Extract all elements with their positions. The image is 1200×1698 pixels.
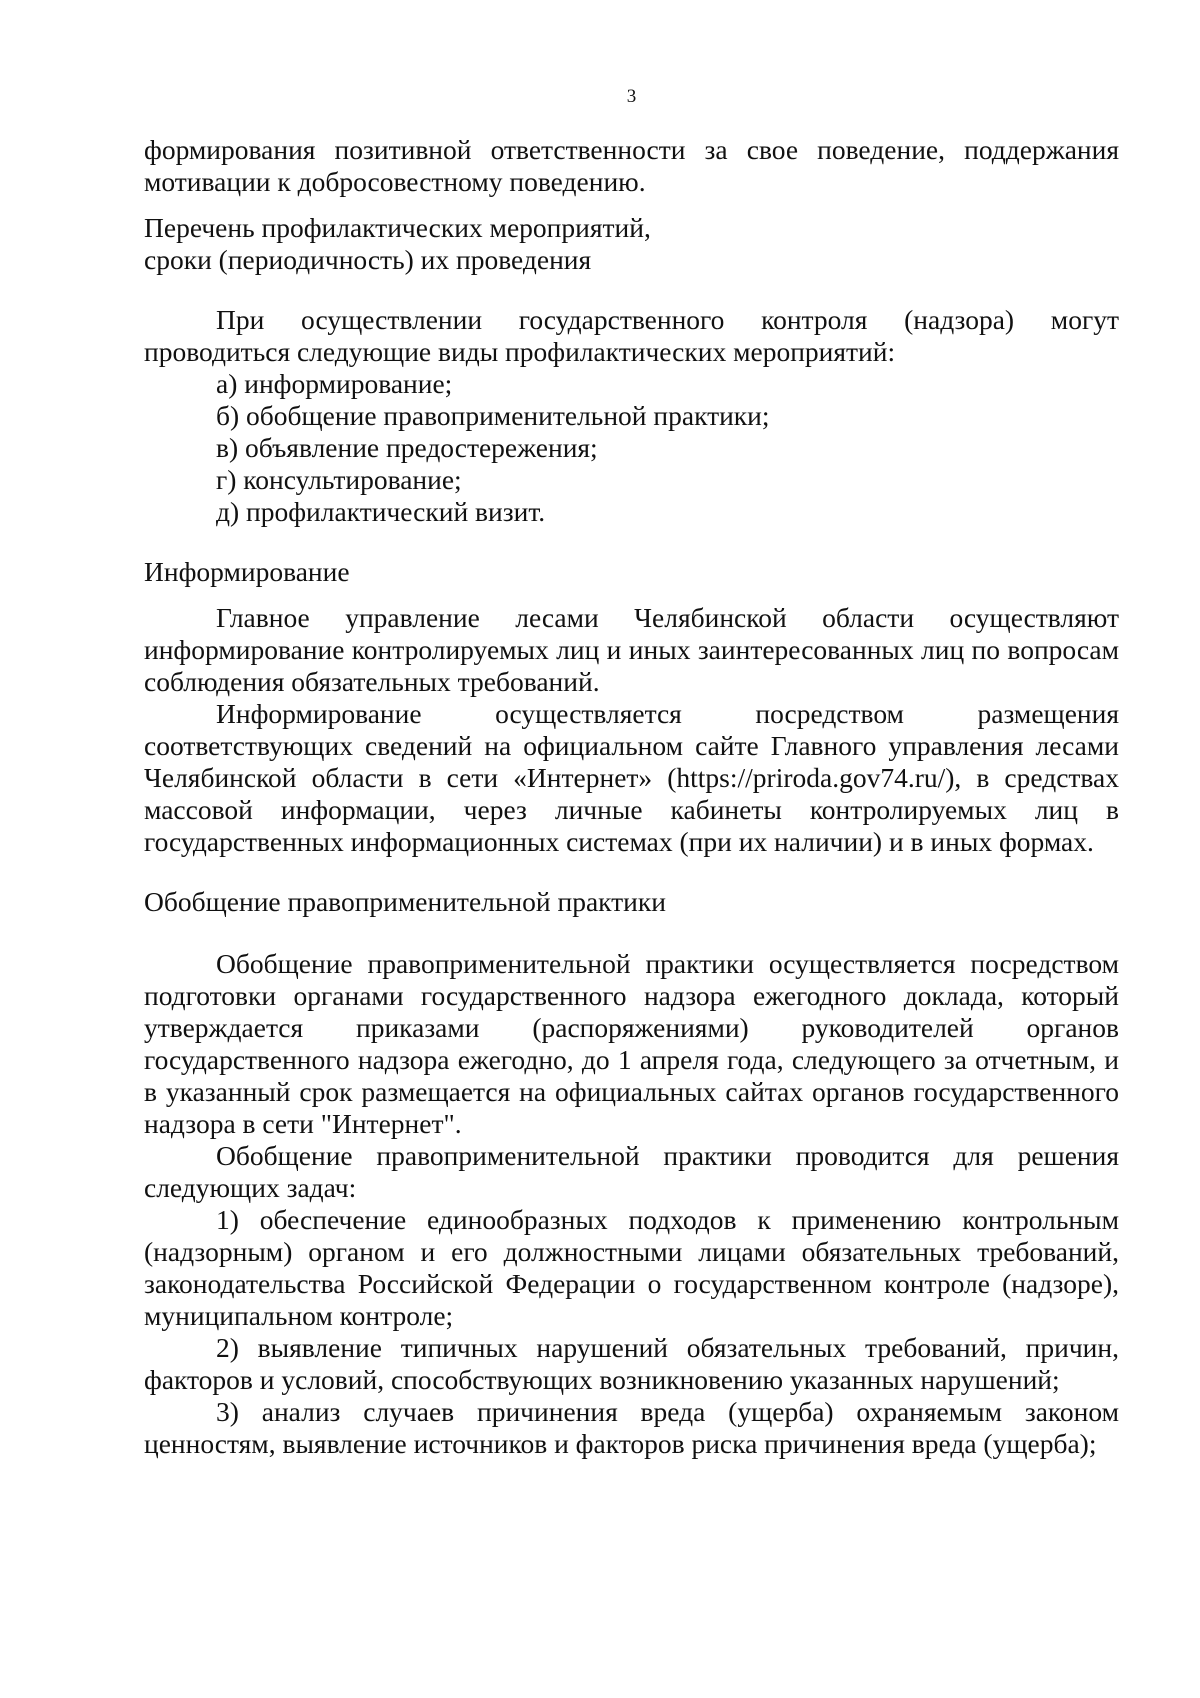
intro-paragraph: формирования позитивной ответственности за свое поведение, поддержания мотивации к добросовестному поведению.	[144, 134, 1119, 197]
paragraph: 3) анализ случаев причинения вреда (ущерба) охраняемым законом ценностям, выявление источников и факторов риска причинения вреда (ущерба);	[144, 1396, 1119, 1459]
section-list-intro: При осуществлении государственного контроля (надзора) могут проводиться следующие виды профилактических мероприятий:	[144, 304, 1119, 367]
list-item: б) обобщение правоприменительной практики;	[216, 400, 770, 431]
paragraph: Обобщение правоприменительной практики проводится для решения следующих задач:	[144, 1140, 1119, 1203]
list-item: д) профилактический визит.	[216, 496, 546, 527]
paragraph: 1) обеспечение единообразных подходов к применению контрольным (надзорным) органом и его должностными лицами обязательных требований, законодательства Российской Федерации о государственном контроле (надзоре), муниципальном контроле;	[144, 1204, 1119, 1331]
document-body	[144, 134, 1119, 1460]
paragraph: 2) выявление типичных нарушений обязательных требований, причин, факторов и условий, способствующих возникновению указанных нарушений;	[144, 1332, 1119, 1395]
paragraph: Информирование осуществляется посредством размещения соответствующих сведений на официальном сайте Главного управления лесами Челябинской области в сети «Интернет» (https://priroda.gov74.ru/), в средствах массовой информации, через личные кабинеты контролируемых лиц в государственных информационных системах (при их наличии) и в иных формах.	[144, 698, 1119, 857]
paragraph: Обобщение правоприменительной практики осуществляется посредством подготовки органами государственного надзора ежегодного доклада, который утверждается приказами (распоряжениями) руководителей органов государственного надзора ежегодно, до 1 апреля года, следующего за отчетным, и в указанный срок размещается на официальных сайтах органов государственного надзора в сети "Интернет".	[144, 948, 1119, 1139]
list-item: г) консультирование;	[216, 464, 462, 495]
page-number: 3	[626, 86, 637, 107]
list-item: в) объявление предостережения;	[216, 432, 598, 463]
list-item: а) информирование;	[216, 368, 453, 399]
section-list-heading-line2: сроки (периодичность) их проведения	[144, 244, 592, 275]
section-informing-heading: Информирование	[144, 556, 350, 587]
paragraph: Главное управление лесами Челябинской области осуществляют информирование контролируемых лиц и иных заинтересованных лиц по вопросам соблюдения обязательных требований.	[144, 602, 1119, 697]
section-list-heading-line1: Перечень профилактических мероприятий,	[144, 212, 651, 243]
section-practice-heading: Обобщение правоприменительной практики	[144, 886, 666, 917]
